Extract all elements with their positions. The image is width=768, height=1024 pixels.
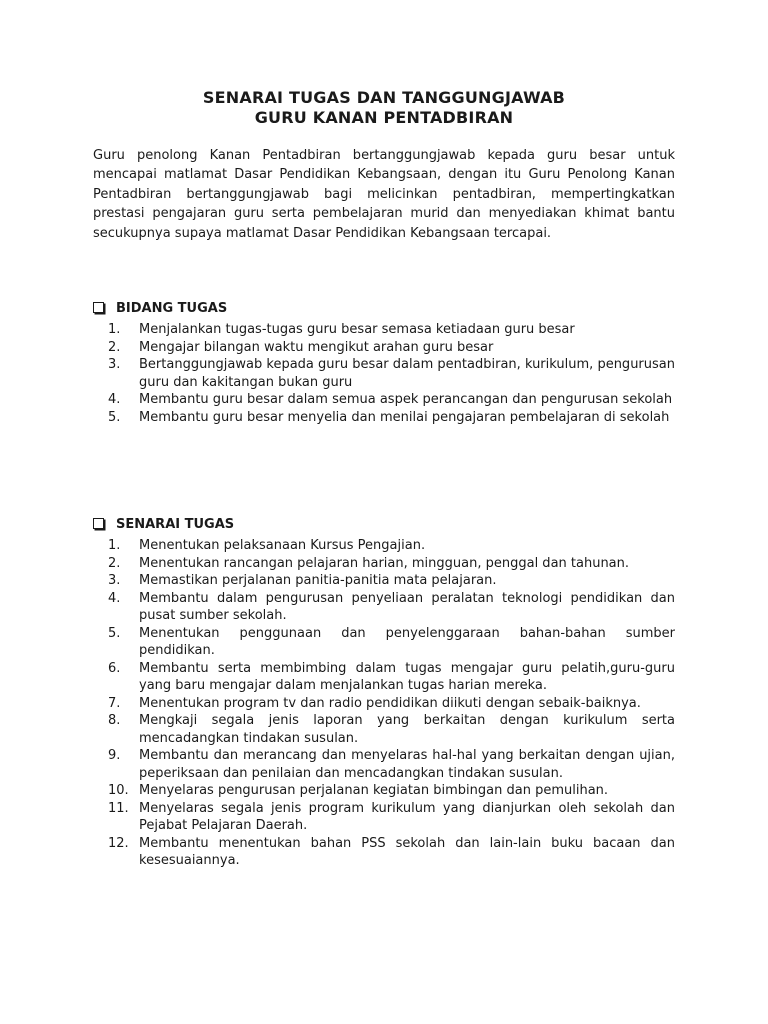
list-item-text: Menentukan penggunaan dan penyelenggaraan bahan-bahan sumber pendidikan. — [139, 625, 675, 658]
list-item — [108, 391, 675, 409]
section-heading-bidang-tugas — [93, 299, 227, 317]
list-item-text: Memastikan perjalanan panitia-panitia mata pelajaran. — [139, 573, 497, 588]
list-item-number: 2. — [108, 339, 121, 355]
list-item-text: Menyelaras segala jenis program kurikulum yang dianjurkan oleh sekolah dan Pejabat Pelajaran Daerah. — [139, 800, 675, 833]
list-item-text: Menentukan rancangan pelajaran harian, mingguan, penggal dan tahunan. — [139, 555, 630, 571]
section-heading-senarai-tugas — [93, 515, 234, 533]
list-item-text: Membantu menentukan bahan PSS sekolah dan lain-lain buku bacaan dan kesesuaiannya. — [139, 835, 675, 868]
section-heading-label: BIDANG TUGAS — [116, 300, 228, 316]
senarai-tugas-list — [108, 537, 675, 870]
list-item-text: Menjalankan tugas-tugas guru besar semasa ketiadaan guru besar — [139, 322, 575, 337]
list-item-number: 6. — [108, 660, 121, 676]
list-item-number: 10. — [108, 783, 129, 798]
list-item-number: 4. — [108, 392, 121, 407]
checkbox-bullet-icon — [93, 302, 104, 313]
list-item-number: 1. — [108, 538, 121, 553]
list-item — [108, 782, 675, 800]
checkbox-bullet-icon — [93, 518, 104, 529]
list-item-text: Menentukan pelaksanaan Kursus Pengajian. — [139, 538, 426, 553]
section-heading-label: SENARAI TUGAS — [116, 516, 235, 532]
list-item-number: 3. — [108, 573, 121, 588]
list-item-number: 2. — [108, 555, 121, 571]
list-item — [108, 572, 675, 590]
list-item-number: 5. — [108, 409, 121, 425]
list-item-number: 3. — [108, 357, 121, 372]
list-item — [108, 409, 675, 427]
list-item-text: Mengajar bilangan waktu mengikut arahan guru besar — [139, 339, 494, 355]
list-item-text: Menyelaras pengurusan perjalanan kegiatan bimbingan dan pemulihan. — [139, 783, 609, 798]
list-item-number: 8. — [108, 713, 121, 728]
list-item-text: Membantu dalam pengurusan penyeliaan peralatan teknologi pendidikan dan pusat sumber sekolah. — [139, 590, 675, 623]
list-item-text: Membantu guru besar dalam semua aspek perancangan dan pengurusan sekolah — [139, 392, 673, 407]
list-item-number: 7. — [108, 695, 121, 711]
list-item — [108, 555, 675, 573]
list-item — [108, 625, 675, 660]
list-item — [108, 356, 675, 391]
list-item — [108, 537, 675, 555]
list-item-text: Membantu guru besar menyelia dan menilai pengajaran pembelajaran di sekolah — [139, 409, 670, 425]
list-item-number: 5. — [108, 625, 121, 641]
page-title-line1: SENARAI TUGAS DAN TANGGUNGJAWAB — [202, 88, 566, 107]
list-item — [108, 339, 675, 357]
page-title-line2: GURU KANAN PENTADBIRAN — [254, 108, 514, 127]
list-item-number: 1. — [108, 322, 121, 337]
list-item-text: Bertanggungjawab kepada guru besar dalam pentadbiran, kurikulum, pengurusan guru dan kakitangan bukan guru — [139, 357, 675, 390]
list-item — [108, 800, 675, 835]
list-item — [108, 321, 675, 339]
intro-paragraph: Guru penolong Kanan Pentadbiran bertanggungjawab kepada guru besar untuk mencapai matlamat Dasar Pendidikan Kebangsaan, dengan itu Guru Penolong Kanan Pentadbiran bertanggungjawab bagi melicinkan pentadbiran, mempertingkatkan prestasi pengajaran guru serta pembelajaran murid dan menyediakan khimat bantu secukupnya supaya matlamat Dasar Pendidikan Kebangsaan tercapai. — [93, 148, 675, 241]
list-item — [108, 590, 675, 625]
list-item-text: Membantu dan merancang dan menyelaras hal-hal yang berkaitan dengan ujian, peperiksaan dan penilaian dan mencadangkan tindakan susulan. — [139, 748, 675, 781]
list-item-number: 9. — [108, 748, 121, 763]
list-item — [108, 747, 675, 782]
list-item-text: Menentukan program tv dan radio pendidikan diikuti dengan sebaik-baiknya. — [139, 695, 641, 711]
list-item — [108, 695, 675, 713]
list-item-number: 12. — [108, 835, 129, 851]
list-item — [108, 835, 675, 870]
list-item — [108, 660, 675, 695]
list-item — [108, 712, 675, 747]
list-item-number: 11. — [108, 800, 129, 816]
list-item-text: Membantu serta membimbing dalam tugas mengajar guru pelatih,guru-guru yang baru mengajar dalam menjalankan tugas harian mereka. — [139, 660, 675, 693]
list-item-text: Mengkaji segala jenis laporan yang berkaitan dengan kurikulum serta mencadangkan tindakan susulan. — [139, 713, 675, 746]
list-item-number: 4. — [108, 590, 121, 606]
bidang-tugas-list — [108, 321, 675, 426]
